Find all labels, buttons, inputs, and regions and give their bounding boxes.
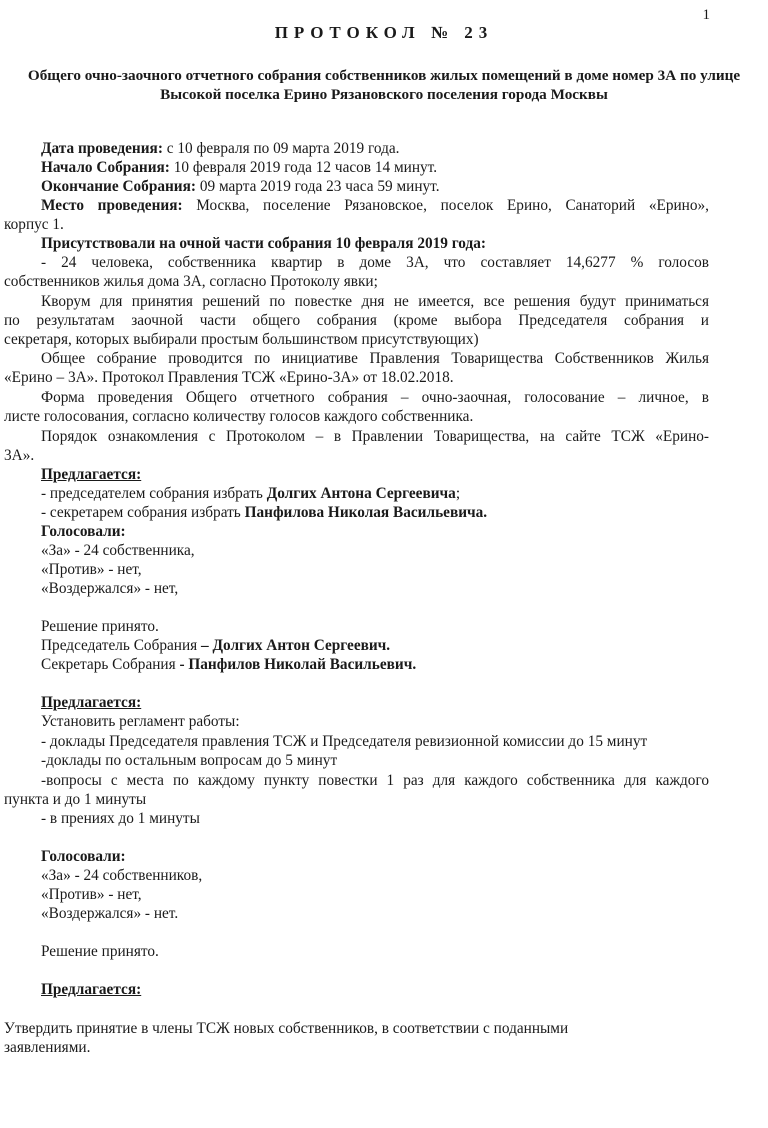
meeting-date-label: Дата проведения:	[41, 140, 163, 157]
decision-secretary-name: - Панфилов Николай Васильевич.	[179, 656, 417, 673]
regulation-item-continued: пункта и до 1 минуты	[4, 791, 147, 808]
proposal-heading: Предлагается:	[41, 466, 142, 483]
vote-for: «За» - 24 собственников,	[41, 867, 203, 884]
meeting-start	[41, 159, 437, 178]
page-number: 1	[702, 7, 710, 23]
quorum-line: по результатам заочной части общего собрания (кроме выбора Председателя собрания и	[4, 312, 709, 329]
proposal-chair-prefix: - председателем собрания избрать	[41, 485, 267, 502]
meeting-date-value: с 10 февраля по 09 марта 2019 года.	[162, 140, 400, 157]
members-line: заявлениями.	[4, 1039, 91, 1056]
proposal-heading: Предлагается:	[41, 981, 142, 998]
proposal-chair-name: Долгих Антона Сергеевича	[266, 485, 456, 502]
review-line: 3А».	[4, 447, 35, 464]
proposal-heading: Предлагается:	[41, 694, 142, 711]
meeting-end	[41, 178, 440, 197]
initiative-line: «Ерино – 3А». Протокол Правления ТСЖ «Ерино-3А» от 18.02.2018.	[4, 369, 454, 386]
regulation-item: - доклады Председателя правления ТСЖ и Председателя ревизионной комиссии до 15 минут	[41, 733, 648, 750]
quorum-line: секретаря, которых выбирали простым большинством присутствующих)	[4, 331, 479, 348]
decision-secretary-prefix: Секретарь Собрания	[41, 656, 180, 673]
decision-chair-prefix: Председатель Собрания	[41, 637, 202, 654]
presence-heading: Присутствовали на очной части собрания 10 февраля 2019 года:	[41, 235, 486, 252]
presence-line: - 24 человека, собственника квартир в доме 3А, что составляет 14,6277 % голосов	[41, 254, 709, 271]
meeting-place-continued: корпус 1.	[4, 216, 64, 233]
document-title: ПРОТОКОЛ № 23	[274, 23, 494, 42]
presence-line: собственников жилья дома 3А, согласно Протоколу явки;	[4, 273, 378, 290]
meeting-place	[41, 197, 709, 216]
regulation-item: - в прениях до 1 минуты	[41, 810, 200, 827]
decision-chair	[41, 637, 390, 656]
proposal-chair-suffix: ;	[455, 485, 461, 502]
proposal-secretary-prefix: - секретарем собрания избрать	[41, 504, 245, 521]
vote-against: «Против» - нет,	[41, 561, 142, 578]
meeting-start-value: 10 февраля 2019 года 12 часов 14 минут.	[169, 159, 438, 176]
decision-secretary	[41, 656, 416, 675]
form-line: Форма проведения Общего отчетного собрания – очно-заочная, голосование – личное, в	[41, 389, 709, 406]
vote-heading: Голосовали:	[41, 848, 126, 865]
quorum-line: Кворум для принятия решений по повестке дня не имеется, все решения будут приниматься	[41, 293, 709, 310]
initiative-line: Общее собрание проводится по инициативе Правления Товарищества Собственников Жилья	[41, 350, 709, 367]
form-line: листе голосования, согласно количеству голосов каждого собственника.	[4, 408, 474, 425]
meeting-end-value: 09 марта 2019 года 23 часа 59 минут.	[196, 178, 440, 195]
regulation-item: -доклады по остальным вопросам до 5 минут	[41, 752, 338, 769]
decision-chair-name: – Долгих Антон Сергеевич.	[201, 637, 391, 654]
vote-for: «За» - 24 собственника,	[41, 542, 195, 559]
meeting-end-label: Окончание Собрания:	[41, 178, 196, 195]
proposal-secretary-name: Панфилова Николая Васильевича.	[244, 504, 488, 521]
meeting-start-label: Начало Собрания:	[41, 159, 170, 176]
vote-heading: Голосовали:	[41, 523, 126, 540]
decision-accepted: Решение принято.	[41, 943, 159, 960]
vote-abstain: «Воздержался» - нет,	[41, 580, 179, 597]
review-line: Порядок ознакомления с Протоколом – в Правлении Товарищества, на сайте ТСЖ «Ерино-	[41, 428, 709, 445]
vote-against: «Против» - нет,	[41, 886, 142, 903]
members-line: Утвердить принятие в члены ТСЖ новых собственников, в соответствии с поданными	[4, 1020, 569, 1037]
decision-accepted: Решение принято.	[41, 618, 159, 635]
regulation-item: -вопросы с места по каждому пункту повестки 1 раз для каждого собственника для каждого	[41, 772, 709, 789]
vote-abstain: «Воздержался» - нет.	[41, 905, 179, 922]
proposal-secretary	[41, 504, 487, 523]
proposal-chair	[41, 485, 460, 504]
document-subtitle: Общего очно-заочного отчетного собрания собственников жилых помещений в доме номер 3А по улице Высокой поселка Ерино Рязановского поселения города Москвы	[27, 67, 741, 103]
meeting-place-value: Москва, поселение Рязановское, поселок Ерино, Санаторий «Ерино»,	[182, 197, 709, 214]
meeting-date	[41, 140, 399, 159]
meeting-place-label: Место проведения:	[41, 197, 183, 214]
regulation-intro: Установить регламент работы:	[41, 713, 240, 730]
